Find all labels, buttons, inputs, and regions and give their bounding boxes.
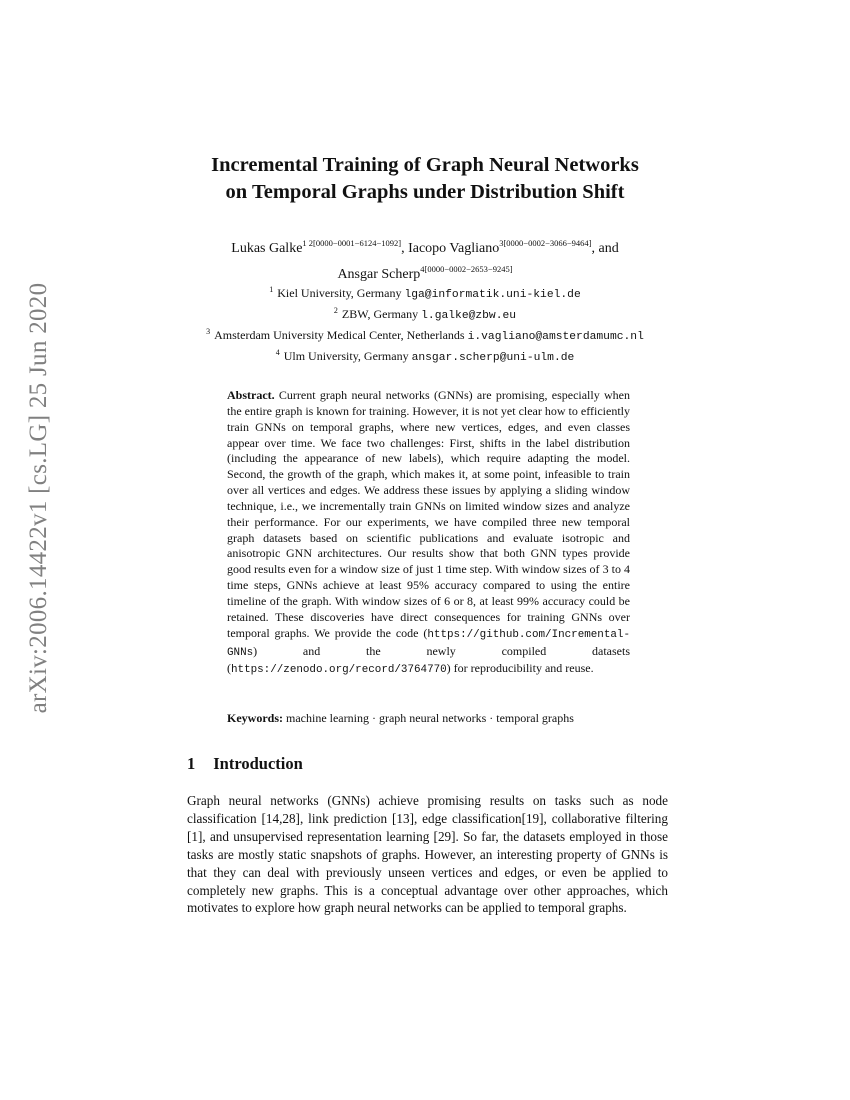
author-list xyxy=(0,233,850,285)
affiliation-number: 2 xyxy=(333,306,338,315)
section-heading xyxy=(187,754,303,774)
affiliation-list xyxy=(0,282,850,366)
paper-title xyxy=(0,152,850,206)
affiliation-text: Ulm University, Germany xyxy=(283,349,412,363)
affiliation-number: 3 xyxy=(206,327,211,336)
title-line-1: Incremental Training of Graph Neural Networks xyxy=(211,154,639,176)
arxiv-identifier: arXiv:2006.14422v1 [cs.LG] 25 Jun 2020 xyxy=(25,282,52,714)
author-1-name: Lukas Galke xyxy=(231,241,303,256)
affiliation-text: Amsterdam University Medical Center, Netherlands xyxy=(214,328,468,342)
abstract-text: Current graph neural networks (GNNs) are promising, especially when the entire graph is known for training. However, it is not yet clear how to efficiently train GNNs on temporal graphs, where new vertices, edges, and even classes appear over time. We face two challenges: First, shifts in the label distribution (including the appearance of new labels), which require adapting the model. Second, the growth of the graph, which makes it, at some point, infeasible to train over all vertices and edges. We address these issues by applying a sliding window technique, i.e., we incrementally train GNNs on limited window sizes and analyze their performance. For our experiments, we have compiled three new temporal graph datasets based on scientific publications and evaluate isotropic and anisotropic GNN architectures. Our results show that both GNN types provide good results even for a window size of just 1 time step. With window sizes of 3 to 4 time steps, GNNs achieve at least 95% accuracy compared to using the entire timeline of the graph. With window sizes of 6 or 8, at least 99% accuracy could be retained. These discoveries have direct consequences for training GNNs over temporal graphs. We provide the code ( xyxy=(227,388,630,640)
affiliation-item xyxy=(0,282,850,303)
author-1-affil: 1 2[0000−0001−6124−1092] xyxy=(302,238,402,248)
affiliation-email[interactable]: ansgar.scherp@uni-ulm.de xyxy=(411,352,575,364)
dataset-link[interactable]: https://zenodo.org/record/3764770 xyxy=(231,664,447,677)
keywords-label: Keywords: xyxy=(227,711,283,725)
abstract-label: Abstract. xyxy=(227,388,275,402)
affiliation-text: ZBW, Germany xyxy=(341,307,422,321)
title-line-2: on Temporal Graphs under Distribution Shift xyxy=(225,181,625,203)
abstract xyxy=(227,388,630,679)
abstract-text: ) for reproducibility and reuse. xyxy=(446,661,594,676)
affiliation-text: Kiel University, Germany xyxy=(277,286,405,300)
author-line-1 xyxy=(0,233,850,259)
section-number: 1 xyxy=(187,754,196,773)
affiliation-item xyxy=(0,345,850,366)
affiliation-item xyxy=(0,324,850,345)
section-title: Introduction xyxy=(213,754,303,773)
author-sep-2: , and xyxy=(591,241,619,256)
affiliation-email[interactable]: lga@informatik.uni-kiel.de xyxy=(404,289,581,301)
abstract-text: ) and the newly compiled datasets ( xyxy=(227,643,630,676)
code-link[interactable]: https://github.com/Incremental-GNNs xyxy=(227,628,630,659)
affiliation-number: 1 xyxy=(269,285,274,294)
affiliation-number: 4 xyxy=(275,348,280,357)
affiliation-email[interactable]: i.vagliano@amsterdamumc.nl xyxy=(467,331,644,343)
author-3-name: Ansgar Scherp xyxy=(337,267,421,282)
author-sep-1: , xyxy=(401,241,409,256)
author-3-affil: 4[0000−0002−2653−9245] xyxy=(420,264,513,274)
affiliation-item xyxy=(0,303,850,324)
keywords-text: machine learning · graph neural networks · temporal graphs xyxy=(286,711,574,725)
author-2-name: Iacopo Vagliano xyxy=(408,241,500,256)
intro-paragraph: Graph neural networks (GNNs) achieve promising results on tasks such as node classification [14,28], link prediction [13], edge classification[19], collaborative filtering [1], and unsupervised representation learning [29]. So far, the datasets employed in those tasks are mostly static snapshots of graphs. However, an interesting property of GNNs is that they can deal with previously unseen vertices and edges, or even be applied to completely new graphs. This is a conceptual advantage over other approaches, which motivates to explore how graph neural networks can be applied to temporal graphs. xyxy=(187,793,668,916)
author-2-affil: 3[0000−0002−3066−9464] xyxy=(499,238,592,248)
keywords xyxy=(227,710,637,726)
affiliation-email[interactable]: l.galke@zbw.eu xyxy=(421,310,517,322)
